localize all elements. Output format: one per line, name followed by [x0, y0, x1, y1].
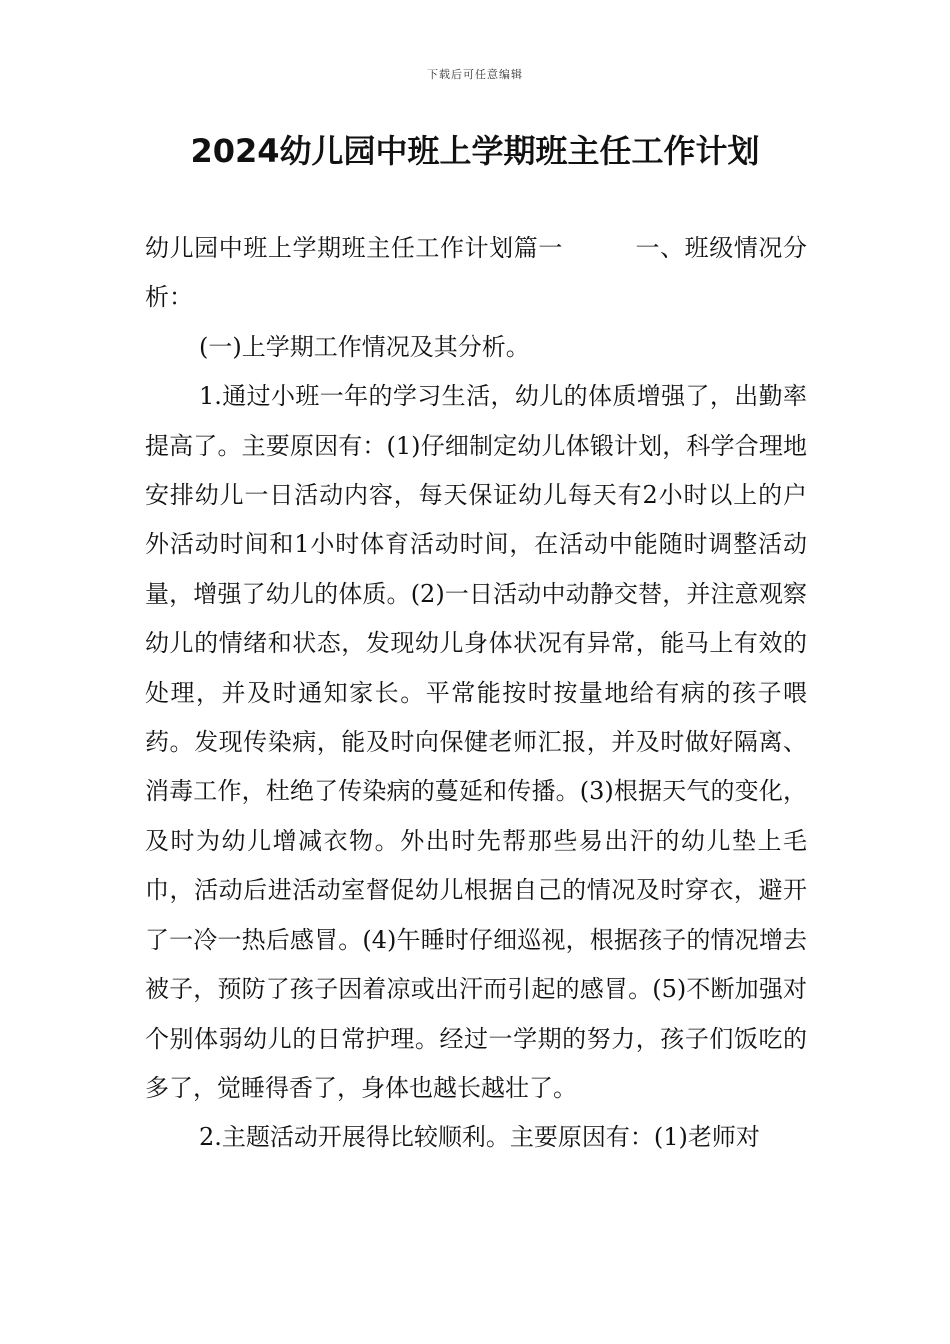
document-body — [145, 224, 807, 1163]
intro-heading: 幼儿园中班上学期班主任工作计划篇一 — [145, 234, 563, 262]
document-title: 2024幼儿园中班上学期班主任工作计划 — [190, 132, 760, 170]
paragraph-2: 2.主题活动开展得比较顺利。主要原因有：(1)老师对 — [199, 1123, 760, 1152]
header-note: 下载后可任意编辑 — [427, 68, 523, 81]
section-heading: 一、班级情况分析： — [145, 234, 808, 312]
paragraph-1: 1.通过小班一年的学习生活，幼儿的体质增强了，出勤率提高了。主要原因有：(1)仔细制定幼儿体锻计划，科学合理地安排幼儿一日活动内容，每天保证幼儿每天有2小时以上的户外活动时间和1小时体育活动时间，在活动中能随时调整活动量，增强了幼儿的体质。(2)一日活动中动静交替，并注意观察幼儿的情绪和状态，发现幼儿身体状况有异常，能马上有效的处理，并及时通知家长。平常能按时按量地给有病的孩子喂药。发现传染病，能及时向保健老师汇报，并及时做好隔离、消毒工作，杜绝了传染病的蔓延和传播。(3)根据天气的变化，及时为幼儿增减衣物。外出时先帮那些易出汗的幼儿垫上毛巾，活动后进活动室督促幼儿根据自己的情况及时穿衣，避开了一冷一热后感冒。(4)午睡时仔细巡视，根据孩子的情况增去被子，预防了孩子因着凉或出汗而引起的感冒。(5)不断加强对个别体弱幼儿的日常护理。经过一学期的努力，孩子们饭吃的多了，觉睡得香了，身体也越长越壮了。 — [145, 382, 807, 1102]
intro-paragraph — [145, 224, 807, 323]
paragraph-subheading: (一)上学期工作情况及其分析。 — [199, 332, 530, 361]
